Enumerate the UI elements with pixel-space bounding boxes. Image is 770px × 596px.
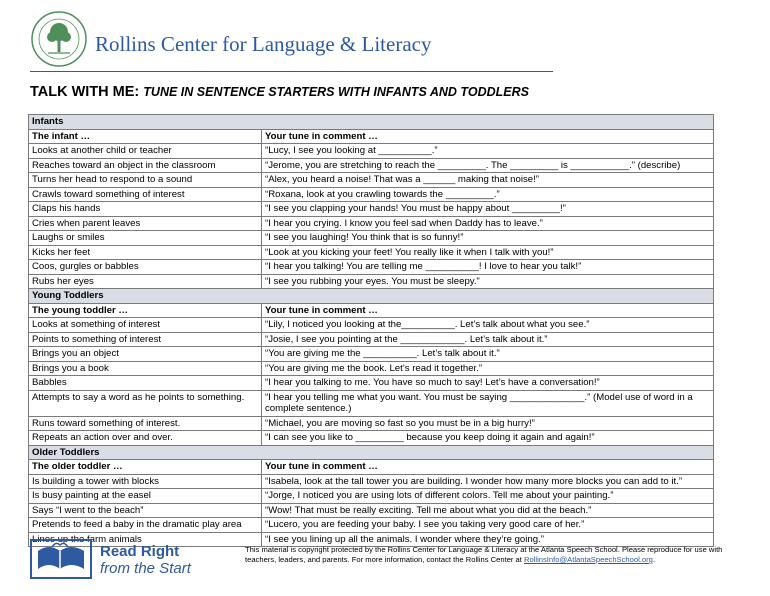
comment-cell: “Jerome, you are stretching to reach the _________. The _________ is ___________.” (describe) xyxy=(262,158,714,173)
header-divider xyxy=(30,71,553,72)
comment-cell: “Lily, I noticed you looking at the__________. Let’s talk about what you see.” xyxy=(262,318,714,333)
comment-column-header: Your tune in comment … xyxy=(262,129,714,144)
behavior-cell: Kicks her feet xyxy=(29,245,262,260)
table-row xyxy=(29,347,714,362)
section-header-row xyxy=(29,289,714,304)
logo-line-2: from the Start xyxy=(100,560,191,577)
comment-cell: “Josie, I see you pointing at the ____________. Let’s talk about it.” xyxy=(262,332,714,347)
behavior-cell: Brings you an object xyxy=(29,347,262,362)
copyright-end: . xyxy=(652,555,655,564)
table-row xyxy=(29,216,714,231)
table-row xyxy=(29,503,714,518)
section-title: Older Toddlers xyxy=(29,445,714,460)
comment-cell: “I see you clapping your hands! You must be happy about _________!” xyxy=(262,202,714,217)
comment-cell: “Wow! That must be really exciting. Tell me about what you did at the beach.” xyxy=(262,503,714,518)
behavior-cell: Is building a tower with blocks xyxy=(29,474,262,489)
behavior-cell: Repeats an action over and over. xyxy=(29,431,262,446)
table-row xyxy=(29,332,714,347)
behavior-column-header: The infant … xyxy=(29,129,262,144)
comment-cell: “I hear you telling me what you want. You must be saying ______________.” (Model use of word in a complete sentence.) xyxy=(262,390,714,416)
table-row xyxy=(29,245,714,260)
comment-column-header: Your tune in comment … xyxy=(262,303,714,318)
comment-cell: “Jorge, I noticed you are using lots of different colors. Tell me about your painting.” xyxy=(262,489,714,504)
table-row xyxy=(29,431,714,446)
table-row xyxy=(29,202,714,217)
comment-cell: “Michael, you are moving so fast so you must be in a big hurry!” xyxy=(262,416,714,431)
behavior-cell: Looks at another child or teacher xyxy=(29,144,262,159)
behavior-cell: Babbles xyxy=(29,376,262,391)
behavior-cell: Attempts to say a word as he points to something. xyxy=(29,390,262,416)
column-header-row xyxy=(29,460,714,475)
comment-cell: “I can see you like to _________ because you keep doing it again and again!” xyxy=(262,431,714,446)
comment-cell: “You are giving me the __________. Let’s talk about it.” xyxy=(262,347,714,362)
read-right-logo xyxy=(30,537,200,582)
section-title: Infants xyxy=(29,115,714,130)
comment-cell: “I see you laughing! You think that is so funny!” xyxy=(262,231,714,246)
copyright-text: This material is copyright protected by the Rollins Center for Language & Literacy at the Atlanta Speech School. Please reproduce for use with teachers, leaders, and parents. For more information, contact the Rollins Center at xyxy=(245,545,723,564)
behavior-column-header: The older toddler … xyxy=(29,460,262,475)
comment-cell: “I hear you crying. I know you feel sad when Daddy has to leave.” xyxy=(262,216,714,231)
behavior-cell: Looks at something of interest xyxy=(29,318,262,333)
copyright-note xyxy=(245,545,735,565)
atlanta-speech-school-seal-logo xyxy=(30,10,88,68)
page-title xyxy=(30,84,529,100)
behavior-cell: Claps his hands xyxy=(29,202,262,217)
comment-cell: “Lucy, I see you looking at __________.” xyxy=(262,144,714,159)
behavior-cell: Coos, gurgles or babbles xyxy=(29,260,262,275)
table-row xyxy=(29,318,714,333)
behavior-cell: Brings you a book xyxy=(29,361,262,376)
table-row xyxy=(29,158,714,173)
behavior-cell: Laughs or smiles xyxy=(29,231,262,246)
comment-column-header: Your tune in comment … xyxy=(262,460,714,475)
behavior-cell: Cries when parent leaves xyxy=(29,216,262,231)
comment-cell: “I hear you talking! You are telling me __________! I love to hear you talk!” xyxy=(262,260,714,275)
behavior-cell: Runs toward something of interest. xyxy=(29,416,262,431)
comment-cell: “You are giving me the book. Let’s read it together.” xyxy=(262,361,714,376)
logo-line-1: Read Right xyxy=(100,543,180,560)
table-row xyxy=(29,518,714,533)
comment-cell: “I see you rubbing your eyes. You must be sleepy.” xyxy=(262,274,714,289)
section-title: Young Toddlers xyxy=(29,289,714,304)
table-row xyxy=(29,390,714,416)
table-row xyxy=(29,173,714,188)
table-row xyxy=(29,187,714,202)
behavior-cell: Points to something of interest xyxy=(29,332,262,347)
sentence-starters-table xyxy=(28,114,714,547)
table-row xyxy=(29,260,714,275)
title-subtitle: TUNE IN SENTENCE STARTERS WITH INFANTS AND TODDLERS xyxy=(143,85,529,99)
behavior-cell: Lines up the farm animals xyxy=(29,532,262,547)
behavior-cell: Reaches toward an object in the classroom xyxy=(29,158,262,173)
comment-cell: “Lucero, you are feeding your baby. I see you taking very good care of her.” xyxy=(262,518,714,533)
comment-cell: “I hear you talking to me. You have so much to say! Let’s have a conversation!” xyxy=(262,376,714,391)
column-header-row xyxy=(29,303,714,318)
title-main: TALK WITH ME: xyxy=(30,84,140,100)
behavior-cell: Crawls toward something of interest xyxy=(29,187,262,202)
column-header-row xyxy=(29,129,714,144)
table-row xyxy=(29,274,714,289)
table-row xyxy=(29,474,714,489)
table-row xyxy=(29,231,714,246)
page-header xyxy=(30,10,570,72)
contact-email-link[interactable]: RollinsInfo@AtlantaSpeechSchool.org xyxy=(524,555,653,564)
table-row xyxy=(29,144,714,159)
section-header-row xyxy=(29,115,714,130)
comment-cell: “I see you lining up all the animals. I wonder where they’re going.” xyxy=(262,532,714,547)
comment-cell: “Alex, you heard a noise! That was a ______ making that noise!” xyxy=(262,173,714,188)
behavior-cell: Is busy painting at the easel xyxy=(29,489,262,504)
table-row xyxy=(29,376,714,391)
behavior-cell: Says “I went to the beach” xyxy=(29,503,262,518)
section-header-row xyxy=(29,445,714,460)
table-row xyxy=(29,489,714,504)
behavior-cell: Turns her head to respond to a sound xyxy=(29,173,262,188)
comment-cell: “Roxana, look at you crawling towards the _________.” xyxy=(262,187,714,202)
comment-cell: “Look at you kicking your feet! You really like it when I talk with you!” xyxy=(262,245,714,260)
behavior-column-header: The young toddler … xyxy=(29,303,262,318)
org-name: Rollins Center for Language & Literacy xyxy=(95,32,432,56)
comment-cell: “Isabela, look at the tall tower you are building. I wonder how many more blocks you can add to it.” xyxy=(262,474,714,489)
table-row xyxy=(29,361,714,376)
open-book-icon xyxy=(30,539,92,579)
behavior-cell: Rubs her eyes xyxy=(29,274,262,289)
behavior-cell: Pretends to feed a baby in the dramatic play area xyxy=(29,518,262,533)
table-row xyxy=(29,416,714,431)
